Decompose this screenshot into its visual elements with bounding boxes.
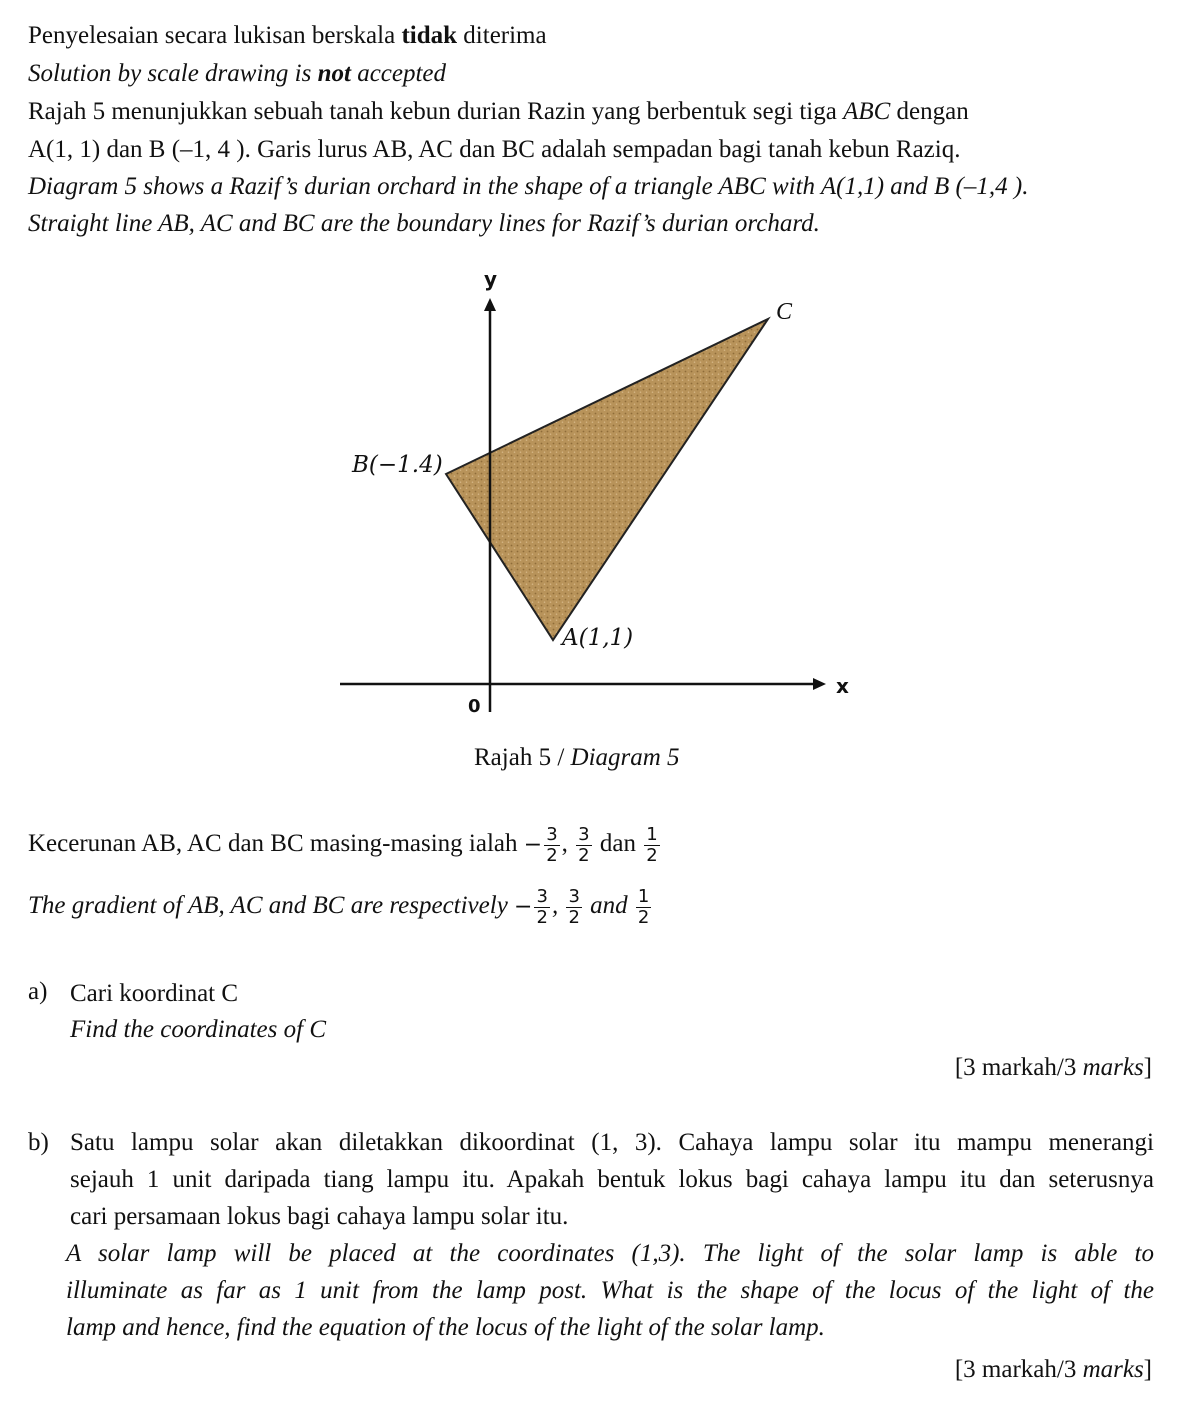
instruction-english-bold: not bbox=[317, 60, 351, 87]
question-b-malay-line-2: sejauh 1 unit daripada tiang lampu itu. Apakah bentuk lokus bagi cahaya lampu itu dan seterusnya bbox=[70, 1166, 1154, 1193]
minus-sign: − bbox=[523, 832, 543, 858]
origin-label: 0 bbox=[468, 696, 481, 717]
point-c-label: C bbox=[776, 299, 793, 325]
orchard-diagram bbox=[330, 262, 850, 722]
point-b-label: B(−1.4) bbox=[352, 452, 443, 478]
question-b-english-line-3: lamp and hence, find the equation of the locus of the light of the solar lamp. bbox=[66, 1314, 825, 1341]
instruction-malay-text: Penyelesaian secara lukisan berskala bbox=[28, 22, 402, 49]
caption-english: Diagram 5 bbox=[570, 744, 680, 771]
marks-english: marks bbox=[1082, 1356, 1144, 1383]
problem-english-line-2: Straight line AB, AC and BC are the boundary lines for Razif’s durian orchard. bbox=[28, 210, 820, 237]
question-a-english: Find the coordinates of C bbox=[70, 1016, 326, 1043]
gradient-english-row bbox=[28, 876, 653, 937]
marks-malay: [3 markah/3 bbox=[954, 1356, 1083, 1383]
fraction-denominator: 2 bbox=[546, 844, 558, 866]
instruction-malay-bold: tidak bbox=[401, 22, 458, 49]
problem-english-line-1: Diagram 5 shows a Razif’s durian orchard in the shape of a triangle ABC with A(1,1) and B (–1,4 ). bbox=[28, 173, 1029, 200]
fraction-numerator: 3 bbox=[578, 823, 590, 845]
fraction-bc bbox=[636, 887, 651, 928]
caption-malay: Rajah 5 / bbox=[474, 744, 571, 771]
question-b-malay-line-1: Satu lampu solar akan diletakkan dikoordinat (1, 3). Cahaya lampu solar itu mampu menerangi bbox=[70, 1129, 1154, 1156]
comma: , bbox=[561, 830, 568, 857]
fraction-denominator: 2 bbox=[646, 844, 658, 866]
marks-malay: [3 markah/3 bbox=[954, 1054, 1083, 1081]
question-b-english-line-2: illuminate as far as 1 unit from the lamp post. What is the shape of the locus of the light of the bbox=[66, 1277, 1154, 1304]
fraction-numerator: 3 bbox=[568, 885, 580, 907]
conjunction-malay: dan bbox=[599, 830, 636, 857]
marks-english: marks bbox=[1082, 1054, 1144, 1081]
fraction-denominator: 2 bbox=[637, 906, 650, 928]
conjunction-english: and bbox=[590, 892, 628, 919]
problem-malay-line-1-italic: ABC bbox=[843, 98, 891, 125]
fraction-ac bbox=[576, 825, 591, 866]
fraction-numerator: 3 bbox=[536, 885, 548, 907]
y-axis-label: y bbox=[484, 267, 498, 291]
gradient-malay-prefix: Kecerunan AB, AC dan BC masing-masing ialah bbox=[28, 830, 518, 857]
comma: , bbox=[551, 892, 559, 919]
fraction-numerator: 3 bbox=[546, 823, 558, 845]
gradient-english-prefix: The gradient of AB, AC and BC are respectively bbox=[28, 892, 508, 919]
question-b-label: b) bbox=[28, 1129, 49, 1156]
fraction-denominator: 2 bbox=[536, 906, 548, 928]
marks-close: ] bbox=[1143, 1054, 1152, 1081]
marks-close: ] bbox=[1143, 1356, 1152, 1383]
fraction-ab bbox=[544, 825, 559, 866]
point-a-label: A(1,1) bbox=[562, 625, 634, 651]
fraction-numerator: 1 bbox=[637, 885, 650, 907]
problem-malay-line-1-text: Rajah 5 menunjukkan sebuah tanah kebun durian Razin yang berbentuk segi tiga bbox=[28, 98, 844, 125]
x-axis-arrow-icon bbox=[813, 678, 826, 690]
triangle-abc bbox=[446, 319, 768, 640]
question-b-marks bbox=[955, 1354, 1152, 1386]
fraction-ac bbox=[566, 887, 581, 928]
instruction-english-suffix: accepted bbox=[350, 60, 447, 87]
question-b-body bbox=[66, 1124, 1154, 1346]
fraction-numerator: 1 bbox=[646, 823, 658, 845]
fraction-denominator: 2 bbox=[578, 844, 590, 866]
y-axis-arrow-icon bbox=[484, 298, 496, 311]
fraction-ab bbox=[534, 887, 549, 928]
question-a-marks bbox=[955, 1052, 1152, 1084]
problem-malay-line-1-suffix: dengan bbox=[890, 98, 969, 125]
question-a-label: a) bbox=[28, 978, 48, 1005]
minus-sign: − bbox=[514, 894, 533, 920]
question-b-english-line-1: A solar lamp will be placed at the coordinates (1,3). The light of the solar lamp is able to bbox=[66, 1240, 1154, 1267]
instruction-malay-suffix: diterima bbox=[457, 22, 547, 49]
problem-malay-line-1 bbox=[28, 96, 969, 128]
question-a-body bbox=[70, 976, 1156, 1048]
fraction-bc bbox=[644, 825, 659, 866]
fraction-denominator: 2 bbox=[568, 906, 580, 928]
instruction-malay bbox=[28, 20, 547, 52]
instruction-english-text: Solution by scale drawing is bbox=[28, 60, 318, 87]
question-a-malay: Cari koordinat C bbox=[70, 980, 239, 1007]
diagram-caption bbox=[474, 742, 680, 774]
instruction-english bbox=[28, 58, 446, 90]
question-b-malay-line-3: cari persamaan lokus bagi cahaya lampu solar itu. bbox=[70, 1203, 569, 1230]
problem-malay-line-2: A(1, 1) dan B (–1, 4 ). Garis lurus AB, AC dan BC adalah sempadan bagi tanah kebun Raziq. bbox=[28, 136, 961, 163]
x-axis-label: x bbox=[836, 674, 849, 698]
gradient-malay-row bbox=[28, 814, 662, 875]
